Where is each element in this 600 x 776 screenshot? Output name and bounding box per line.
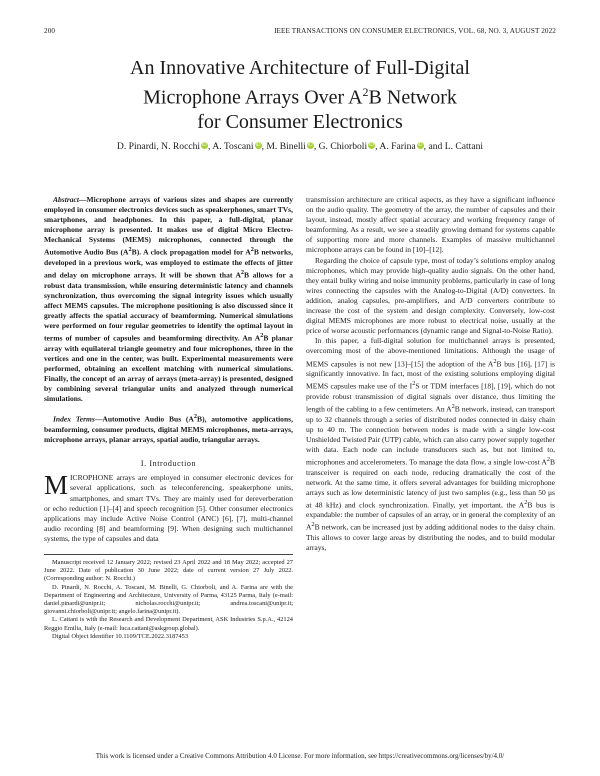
intro-paragraph: MICROPHONE arrays are employed in consumer electronic devices for several applications, such as teleconferencing, speakerphone units, smartphones, and smart TVs. They are mainly used for dereverberation or echo reduction [1]–[4] and speech recognition [5]. Other consumer electronics applications may include Active Noise Control (ANC) [6], [7], multi-channel audio recording [8] and beamforming [9]. When designing such multichannel systems, the type of capsules and data [44, 470, 293, 543]
journal-header: IEEE TRANSACTIONS ON CONSUMER ELECTRONICS, VOL. 68, NO. 3, AUGUST 2022 [274, 27, 556, 35]
body-paragraph-2: Regarding the choice of capsule type, most of today’s solutions employ analog microphones, which may provide high-quality audio signals. On the other hand, they entail bulky wiring and noise immunity problems, particularly in case of long wires connecting the capsules with the Analog-to-Digital (A/D) converters. In addition, analog capsules, pre-amplifiers, and A/D converters contribute to increase the cost of the system and design complexity. Conversely, low-cost digital MEMS microphones are more robust to electrical noise, usually at the price of worse acoustic performances (dynamic range and Signal-to-Noise Ratio). [306, 255, 555, 336]
section-heading-introduction: I. Introduction [140, 459, 197, 469]
footnote-affiliation-2: L. Cattani is with the Research and Development Department, ASK Industries S.p.A., 42124 Reggio Emilia, Italy (e-mail: luca.cattani@askgroup.global). [44, 616, 293, 632]
abstract: Abstract—Microphone arrays of various sizes and shapes are currently employed in consumer electronics devices such as speakerphones, smart TVs, smartphones, and headphones. In this paper, a full-digital, planar microphone array is presented. It makes use of digital Micro Electro-Mechanical Systems (MEMS) microphones, connected through the Automotive Audio Bus $(A^2B)$. A clock propagation model for $A^2B$ networks, developed in a previous work, was employed to estimate the effects of jitter and delay on microphone arrays. It will be shown that $A^2B$ allows for a robust data transmission, while ensuring deterministic latency and channels synchronization, thus overcoming the signal integrity issues which usually affect MEMS capsules. The microphone positioning is also discussed since it greatly affects the spatial accuracy of beamforming. Numerical simulations were performed on four regular geometries to identify the optimal layout in terms of number of capsules and beamforming directivity. An $A^2B$ planar array with equilateral triangle geometry and four microphones, three in the vertices and one in the center, was built. Experimental measurements were performed, obtaining an excellent matching with numerical simulations. Finally, the concept of an array of arrays (meta-array) is presented, designed by combining several triangular units and analyzed through numerical simulations. [44, 195, 293, 404]
left-column [44, 195, 293, 641]
footnote-manuscript: Manuscript received 12 January 2022; revised 23 April 2022 and 18 May 2022; accepted 27 June 2022. Date of publication 30 June 2022; date of current version 27 July 2022. (Corresponding author: N. Rocchi.) [44, 558, 293, 583]
footnote-doi: Digital Object Identifier 10.1109/TCE.2022.3187453 [52, 632, 189, 640]
right-column [306, 195, 555, 553]
body-paragraph-3: In this paper, a full-digital solution for multichannel arrays is presented, overcoming most of the above-mentioned limitations. Although the usage of MEMS capsules is not new [13]–[15] the adoption of the $A^2B$ bus [16], [17] is significantly innovative. In fact, most of the existing solutions employing digital MEMS capsules make use of the $I^2S$ or TDM interfaces [18], [19], which do not provide robust transmission of digital signals over distance, thus limiting the length of the cabling to a few centimeters. An $A^2B$ network, instead, can transport up to 32 channels through a series of distributed nodes connected in daisy chain up to 40 m. The connection between nodes is made with a single low-cost Unshielded Twisted Pair (UTP) cable, which can also carry power supply together with data. Each node can include transducers such as, but not limited to, microphones and accelerometers. To manage the data flow, a single low-cost $A^2B$ transceiver is required on each node, reducing dramatically the cost of the network. At the same time, it offers several advantages for building microphone arrays such as low deterministic latency of just two samples (e.g., less than 50 μs at 48 kHz) and clock synchronization. Finally, yet important, the $A^2B$ bus is expandable: the number of capsules of an array, or in general the complexity of an $A^2B$ network, can be increased just by adding additional nodes to the daisy chain. This allows to cover large areas by distributing the nodes, and to build modular arrays, [306, 336, 555, 553]
footnotes [44, 554, 293, 641]
body-paragraph-1: transmission architecture are critical aspects, as they have a significant influence on the audio quality. The geometry of the array, the number of capsules and their layout, instead, mostly affect spatial accuracy and working frequency range of beamforming. As a result, we see a steadily growing demand for systems capable of supporting more and more channels. Examples of massive multichannel microphone arrays can be found in [10]–[12]. [306, 195, 555, 255]
orcid-icon[interactable]: iD [307, 142, 313, 148]
author-list: D. Pinardi, N. Rocchi iD, A. Toscani iD, M. Binelli iD, G. Chiorboli iD, A. Farina iD, and L. Cattani [116, 141, 484, 152]
page-number: 200 [44, 27, 56, 35]
orcid-icon[interactable]: iD [255, 142, 261, 148]
footnote-affiliation: D. Pinardi, N. Rocchi, A. Toscani, M. Binelli, G. Chiorboli, and A. Farina are with the Department of Engineering and Architecture, University of Parma, 43125 Parma, Italy (e-mail: daniel.pinardi@unipr.it; nicholas.rocchi@unipr.it; andrea.toscani@unipr.it; giovanni.chiorboli@unipr.it; angelo.farina@unipr.it). [44, 583, 293, 616]
paper-title [40, 56, 560, 134]
title-line-2: Microphone Arrays Over $A^2B$ Network [143, 85, 457, 109]
index-terms: Index Terms—Automotive Audio Bus $(A^2B)$, automotive applications, beamforming, consumer products, digital MEMS microphones, meta-arrays, microphone arrays, planar arrays, spatial audio, triangular arrays. [44, 413, 293, 445]
orcid-icon[interactable]: iD [417, 142, 423, 148]
license-notice: This work is licensed under a Creative Commons Attribution 4.0 License. For more information, see https://creativecommons.org/licenses/by/4.0/ [95, 752, 505, 760]
drop-cap: M [44, 470, 69, 501]
orcid-icon[interactable]: iD [202, 142, 207, 148]
title-line-3: for Consumer Electronics [197, 110, 403, 133]
title-line-1: An Innovative Architecture of Full-Digital [130, 57, 470, 79]
orcid-icon[interactable]: iD [369, 142, 374, 148]
